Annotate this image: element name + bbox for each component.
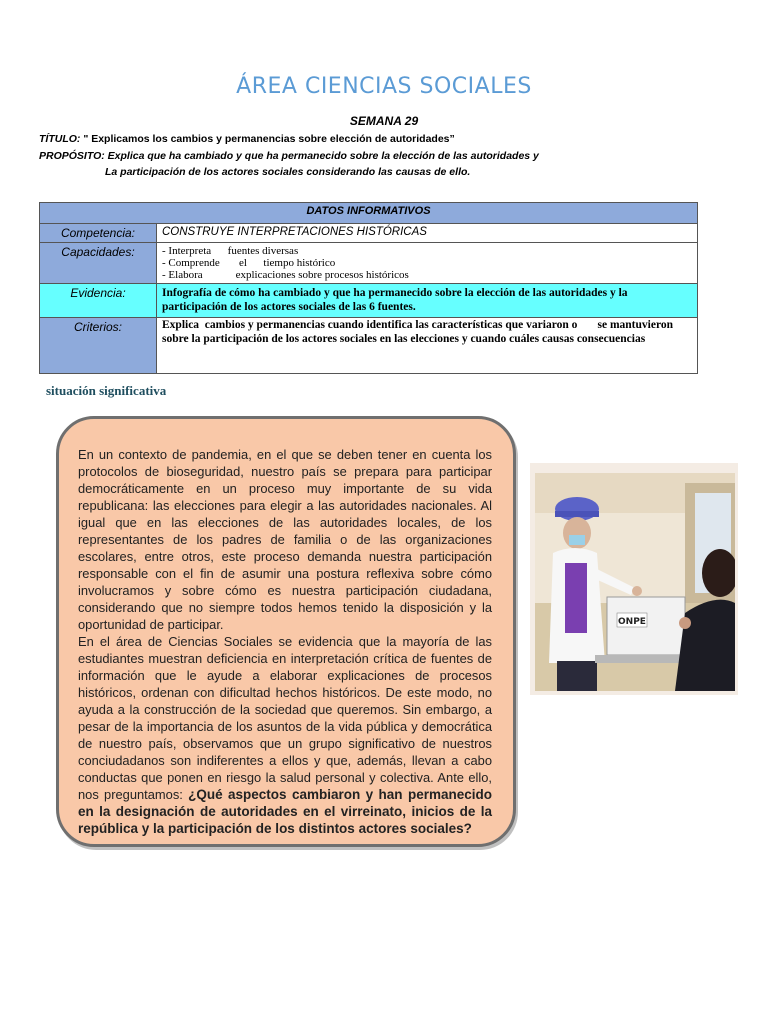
- proposito-value: Explica que ha cambiado y que ha permanecido sobre la elección de las autoridades y: [104, 150, 539, 162]
- titulo-line: [39, 133, 455, 145]
- situacion-text: [78, 446, 492, 837]
- page-title: ÁREA CIENCIAS SOCIALES: [236, 74, 532, 99]
- criterios-value: Explica cambios y permanencias cuando identifica las características que variaron o se mantuvieron sobre la participación de los actores sociales en las elecciones y cuando cuáles causas consecuencias: [157, 318, 698, 374]
- proposito-label: PROPÓSITO:: [39, 150, 105, 162]
- evidencia-label: Evidencia:: [40, 284, 157, 318]
- voting-photo-image: [535, 473, 735, 691]
- proposito-continuation: La participación de los actores sociales considerando las causas de ello.: [105, 166, 471, 178]
- voting-scene-illustration: [535, 473, 735, 691]
- competencia-label: Competencia:: [40, 224, 157, 243]
- titulo-value: " Explicamos los cambios y permanencias sobre elección de autoridades”: [80, 133, 455, 145]
- situacion-paragraph-2: [78, 633, 492, 837]
- capacidades-list: [157, 243, 698, 284]
- competencia-value: CONSTRUYE INTERPRETACIONES HISTÓRICAS: [157, 224, 698, 243]
- ballot-box-label: ONPE: [618, 617, 646, 627]
- proposito-line: [39, 150, 539, 162]
- situacion-paragraph-2-text: En el área de Ciencias Sociales se evidencia que la mayoría de las estudiantes muestran deficiencia en interpretación crítica de fuentes de información que le ayude a elaborar explicaciones de procesos históricos, ordenan con dificultad hechos históricos. De este modo, no ayuda a la construcción de la sociedad que queremos. Sin embargo, a pesar de la importancia de los asuntos de la vida pública y democrática de nuestro país, observamos que un grupo significativo de nuestros conciudadanos son indiferentes a ellos y que, además, llevan a cabo conductas que ponen en riesgo la salud personal y colectiva. Ante ello, nos preguntamos:: [78, 634, 492, 802]
- situacion-paragraph-1: En un contexto de pandemia, en el que se deben tener en cuenta los protocolos de bioseguridad, nuestro país se prepara para participar democráticamente en un proceso muy importante de su vida republicana: las elecciones para elegir a las autoridades nacionales. Al igual que en las elecciones de las autoridades locales, de los representantes de los padres de familia o de las organizaciones escolares, entre otros, este proceso demanda nuestra participación responsable con el fin de asumir una postura reflexiva sobre cómo involucramos y sobre cómo es nuestra participación ciudadana, considerando que no siempre todos hemos tenido la disposición y la oportunidad de participar.: [78, 447, 492, 632]
- situacion-heading: situación significativa: [46, 383, 167, 398]
- week-label: SEMANA 29: [349, 114, 419, 128]
- capacidad-item: - Elabora explicaciones sobre procesos históricos: [162, 269, 409, 281]
- capacidad-item: - Interpreta fuentes diversas: [162, 245, 299, 257]
- capacidad-item: - Comprende el tiempo histórico: [162, 257, 336, 269]
- table-header: DATOS INFORMATIVOS: [40, 203, 698, 224]
- situacion-question: ¿Qué aspectos cambiaron y han permanecido en la designación de autoridades en el virreinato, inicios de la república y la participación de los distintos actores sociales?: [78, 787, 492, 836]
- criterios-label: Criterios:: [40, 318, 157, 374]
- datos-informativos-table: [39, 202, 698, 374]
- voting-photo: [530, 463, 738, 695]
- capacidades-label: Capacidades:: [40, 243, 157, 284]
- titulo-label: TÍTULO:: [39, 133, 81, 145]
- evidencia-value: Infografía de cómo ha cambiado y que ha permanecido sobre la elección de las autoridades y la participación de los actores sociales de las 6 fuentes.: [157, 284, 698, 318]
